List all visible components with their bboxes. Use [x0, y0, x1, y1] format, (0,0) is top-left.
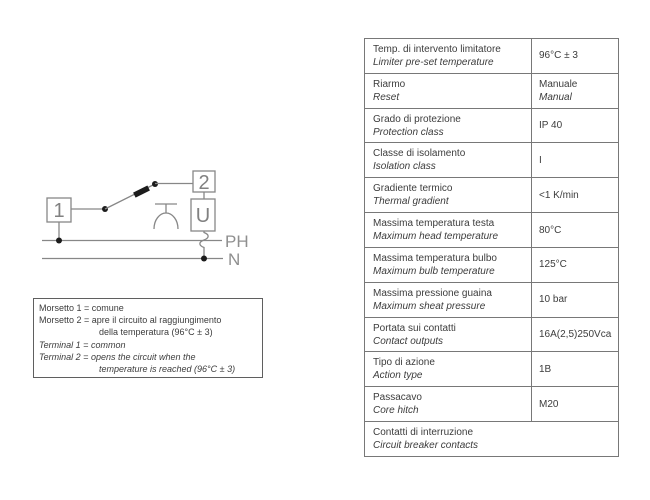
legend-box	[33, 298, 263, 378]
row-value: I	[539, 154, 542, 166]
row-label-en: Isolation class	[373, 161, 436, 173]
legend-line: Terminal 2 = opens the circuit when the	[39, 351, 196, 362]
switch-blade	[133, 186, 150, 198]
row-label-it: Grado di protezione	[373, 113, 461, 125]
row-value: IP 40	[539, 120, 563, 132]
row-value: M20	[539, 398, 559, 410]
row-value: 80°C	[539, 224, 562, 236]
terminal-2-label: 2	[198, 172, 210, 194]
row-label-it: Classe di isolamento	[373, 148, 466, 160]
row-label-en: Maximum sheat pressure	[373, 300, 486, 312]
table-row	[365, 39, 618, 73]
row-value: 16A(2,5)250Vca	[539, 329, 612, 341]
row-label-en: Protection class	[373, 126, 444, 138]
row-label-it: Passacavo	[373, 392, 422, 404]
row-label-it: Massima temperatura bulbo	[373, 252, 497, 264]
table-row	[365, 282, 618, 317]
table-row	[365, 212, 618, 247]
table-row	[365, 386, 618, 421]
row-label-en: Maximum head temperature	[373, 231, 499, 243]
legend-line: Morsetto 1 = comune	[39, 303, 124, 313]
neutral-label: N	[228, 250, 241, 269]
row-label-it: Gradiente termico	[373, 183, 453, 195]
row-value: 125°C	[539, 259, 567, 271]
row-label-it: Massima temperatura testa	[373, 218, 495, 230]
row-value: Manuale	[539, 78, 578, 90]
row-label-en: Circuit breaker contacts	[373, 440, 479, 452]
table-row	[365, 142, 618, 177]
row-label-en: Reset	[373, 91, 400, 103]
row-value: 96°C ± 3	[539, 50, 578, 62]
row-label-it: Contatti di interruzione	[373, 427, 474, 439]
junction-dot	[201, 256, 207, 262]
wire-u-neutral-squiggle	[200, 231, 208, 259]
terminal-1-label: 1	[53, 200, 65, 222]
legend-line: Morsetto 2 = apre il circuito al raggiungimento	[39, 315, 222, 326]
row-label-en: Core hitch	[373, 405, 419, 417]
junction-dot	[56, 238, 62, 244]
legend-line: Terminal 1 = common	[39, 339, 126, 350]
row-label-it: Massima pressione guaina	[373, 287, 492, 299]
table-row	[365, 317, 618, 352]
table-row	[365, 108, 618, 143]
row-label-it: Riarmo	[373, 78, 406, 90]
u-box-label: U	[195, 205, 211, 227]
legend-line: temperature is reached (96°C ± 3)	[99, 364, 236, 375]
row-label-it: Tipo di azione	[373, 357, 435, 369]
table-row	[365, 351, 618, 386]
phase-label: PH	[225, 232, 249, 251]
row-value: 1B	[539, 363, 552, 375]
row-value: <1 K/min	[539, 189, 579, 201]
table-row	[365, 177, 618, 212]
row-label-en: Maximum bulb temperature	[373, 265, 495, 277]
row-value-en: Manual	[539, 91, 572, 103]
row-label-en: Contact outputs	[373, 335, 444, 347]
thermal-bulb-icon	[154, 204, 178, 229]
row-label-it: Temp. di intervento limitatore	[373, 43, 501, 55]
row-label-en: Limiter pre-set temperature	[373, 56, 494, 68]
table-row	[365, 73, 618, 108]
circuit-diagram	[30, 160, 260, 280]
row-label-it: Portata sui contatti	[373, 322, 456, 334]
table-row	[365, 247, 618, 282]
row-label-en: Action type	[373, 370, 423, 382]
table-row	[365, 421, 618, 456]
row-label-en: Thermal gradient	[373, 196, 449, 208]
row-value: 10 bar	[539, 294, 568, 306]
spec-table	[364, 38, 619, 457]
legend-line: della temperatura (96°C ± 3)	[99, 327, 213, 338]
